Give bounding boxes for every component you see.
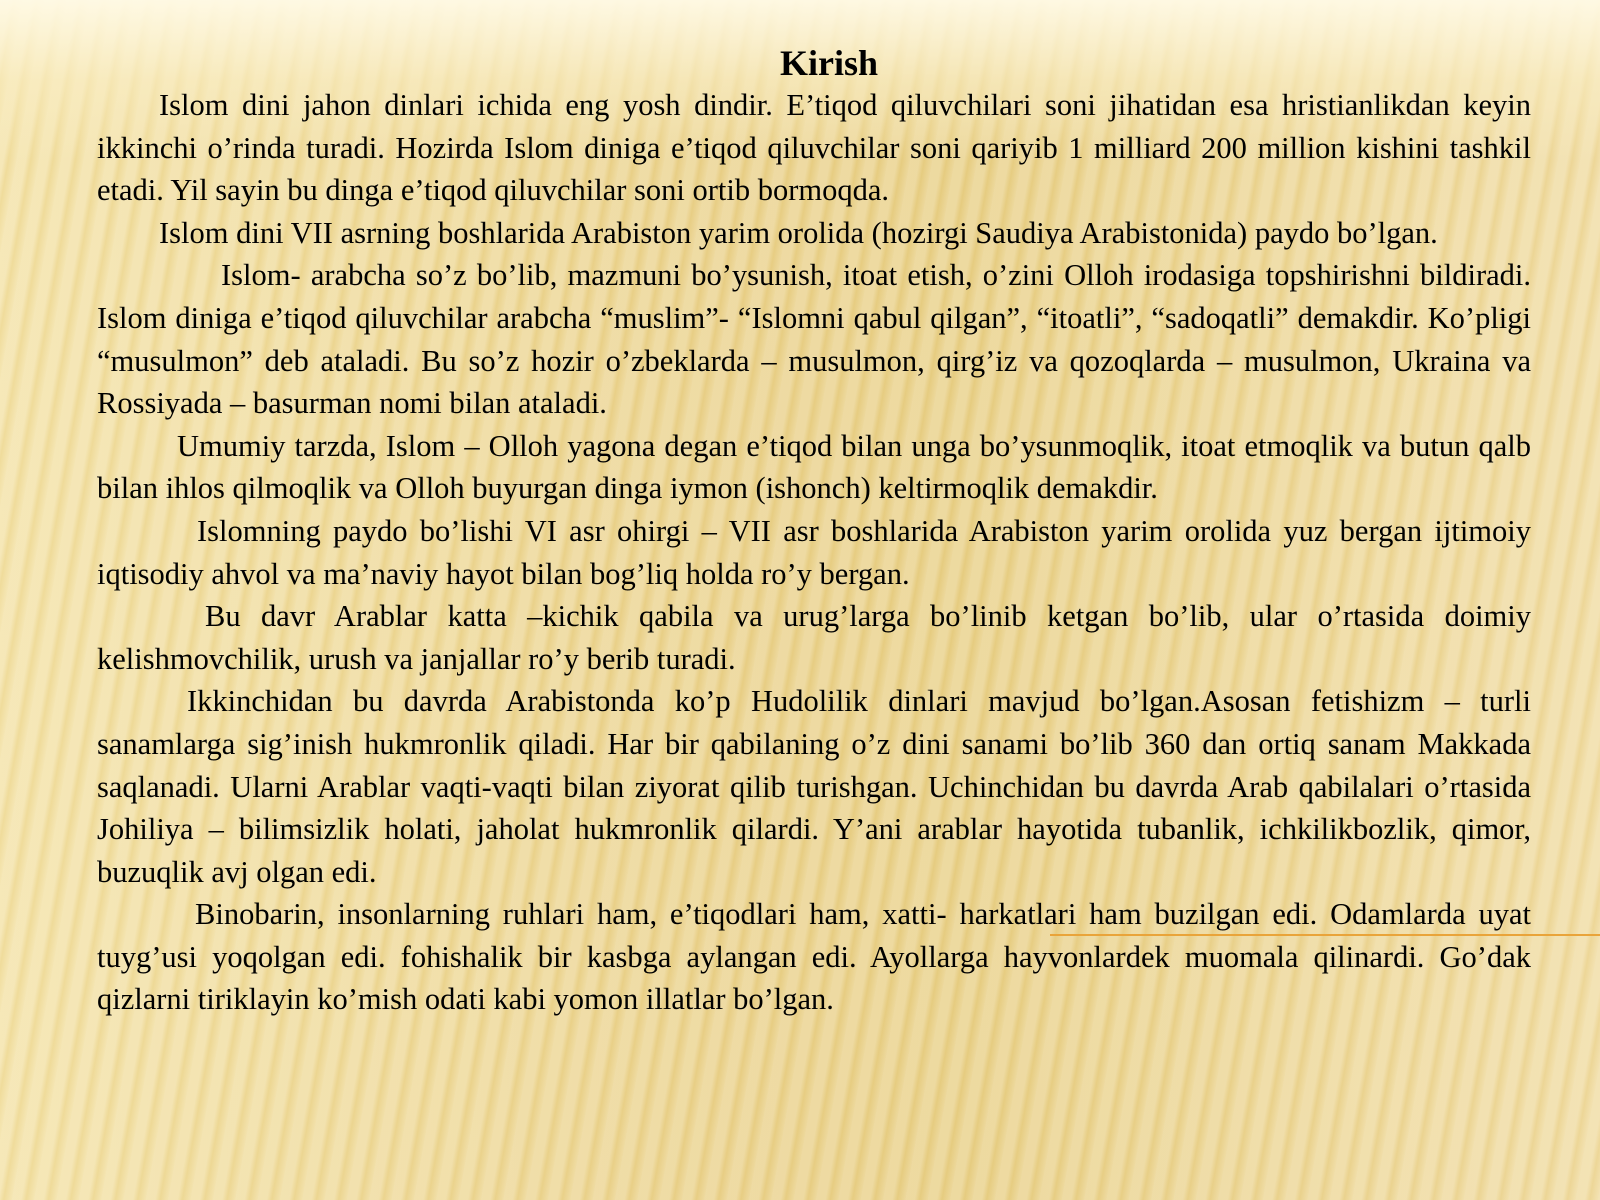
paragraph-4: Umumiy tarzda, Islom – Olloh yagona degan e’tiqod bilan unga bo’ysunmoqlik, itoat etmoqlik va butun qalb bilan ihlos qilmoqlik va Olloh buyurgan dinga iymon (ishonch) keltirmoqlik demakdir. <box>97 428 1531 506</box>
paragraph-6: Bu davr Arablar katta –kichik qabila va urug’larga bo’linib ketgan bo’lib, ular o’rtasida doimiy kelishmovchilik, urush va janjallar ro’y berib turadi. <box>97 599 1531 676</box>
paragraph-3: Islom- arabcha so’z bo’lib, mazmuni bo’ysunish, itoat etish, o’zini Olloh irodasiga topshirishni bildiradi. Islom diniga e’tiqod qiluvchilar arabcha “muslim”- “Islomni qabul qilgan”, “itoatli”, “sadoqatli” demakdir. Ko’pligi “musulmon” deb ataladi. Bu so’z hozir o’zbeklarda – musulmon, qirg’iz va qozoqlarda – musulmon, Ukraina va Rossiyada – basurman nomi bilan ataladi. <box>97 258 1531 421</box>
paragraph-8: Binobarin, insonlarning ruhlari ham, e’tiqodlari ham, xatti- harkatlari ham buzilgan edi. Odamlarda uyat tuyg’usi yoqolgan edi. fohishalik bir kasbga aylangan edi. Ayollarga hayvonlardek muomala qilinardi. Go’dak qizlarni tiriklayin ko’mish odati kabi yomon illatlar bo’lgan. <box>97 897 1531 1017</box>
page-title: Kirish <box>779 43 878 83</box>
paragraph-7: Ikkinchidan bu davrda Arabistonda ko’p Hudolilik dinlari mavjud bo’lgan.Asosan fetishizm – turli sanamlarga sig’inish hukmronlik qiladi. Har bir qabilaning o’z dini sanami bo’lib 360 dan ortiq sanam Makkada saqlanadi. Ularni Arablar vaqti-vaqti bilan ziyorat qilib turishgan. Uchinchidan bu davrda Arab qabilalari o’rtasida Johiliya – bilimsizlik holati, jaholat hukmronlik qilardi. Y’ani arablar hayotida tubanlik, ichkilikbozlik, qimor, buzuqlik avj olgan edi. <box>97 684 1531 889</box>
paragraph-5: Islomning paydo bo’lishi VI asr ohirgi – VII asr boshlarida Arabiston yarim orolida yuz bergan ijtimoiy iqtisodiy ahvol va ma’naviy hayot bilan bog’liq holda ro’y bergan. <box>97 513 1531 591</box>
slide-content <box>97 42 1531 1021</box>
paragraph-1: Islom dini jahon dinlari ichida eng yosh dindir. E’tiqod qiluvchilari soni jihatidan esa hristianlikdan keyin ikkinchi o’rinda turadi. Hozirda Islom diniga e’tiqod qiluvchilar soni qariyib 1 milliard 200 million kishini tashkil etadi. Yil sayin bu dinga e’tiqod qiluvchilar soni ortib bormoqda. <box>97 88 1531 208</box>
paragraph-2: Islom dini VII asrning boshlarida Arabiston yarim orolida (hozirgi Saudiya Arabistonida) paydo bo’lgan. <box>159 215 1438 250</box>
